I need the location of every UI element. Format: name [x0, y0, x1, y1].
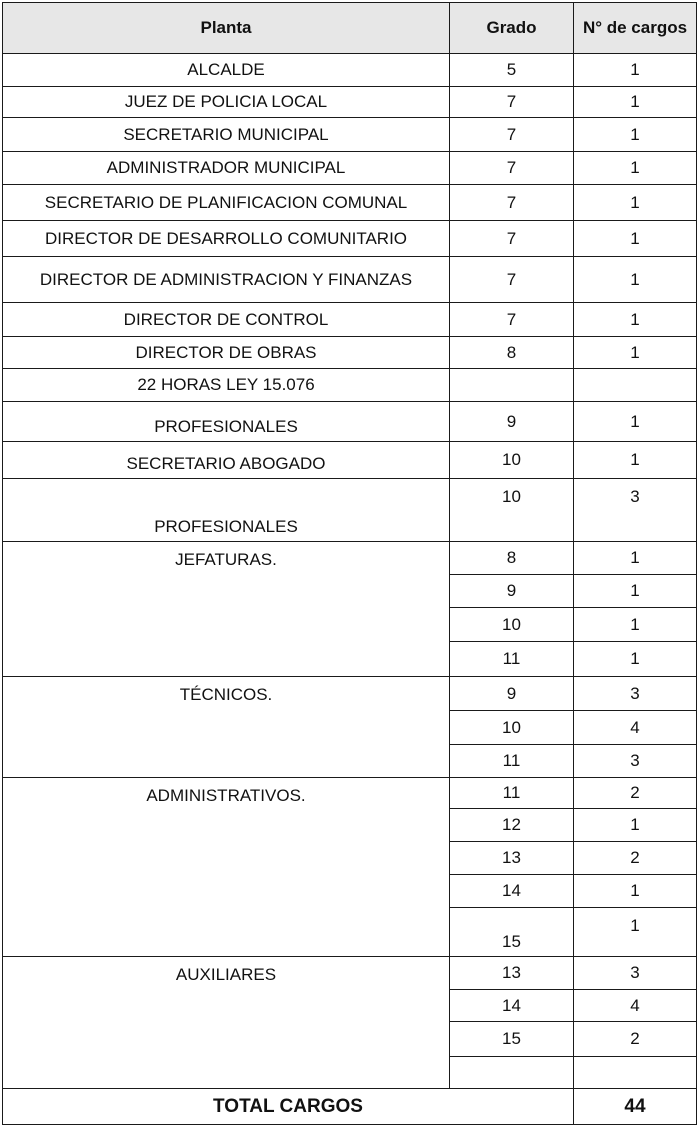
planta-cell [2, 86, 450, 118]
planta-cell-text: 22 HORAS LEY 15.076 [137, 375, 315, 394]
grado-cell-text: 10 [502, 717, 521, 737]
cargos-cell [573, 336, 697, 369]
planta-cell [2, 184, 450, 221]
planta-cell-text: SECRETARIO ABOGADO [126, 454, 326, 473]
cargos-cell-text: 1 [630, 614, 640, 634]
planta-cell-text: DIRECTOR DE ADMINISTRACION Y FINANZAS [39, 269, 413, 289]
total-label-text: TOTAL CARGOS [213, 1095, 363, 1117]
cargos-cell-text: 2 [630, 1029, 640, 1048]
grado-cell-text: 12 [502, 815, 521, 834]
grado-cell [449, 541, 574, 575]
planta-cell-text: DIRECTOR DE CONTROL [123, 309, 329, 329]
cargos-cell [573, 744, 697, 778]
planta-cell-text: JEFATURAS. [175, 550, 277, 569]
planta-cell-text: JUEZ DE POLICIA LOCAL [124, 92, 328, 111]
planta-cell-text: ADMINISTRADOR MUNICIPAL [106, 158, 346, 177]
cargos-cell-text: 3 [630, 963, 640, 982]
planta-cell-text: SECRETARIO MUNICIPAL [123, 124, 329, 144]
grado-cell-text: 11 [502, 751, 521, 770]
grado-cell [449, 574, 574, 608]
cargos-cell-text: 1 [630, 309, 640, 329]
grado-cell [449, 302, 574, 337]
cargos-cell [573, 86, 697, 118]
grado-cell [449, 478, 574, 542]
cargos-cell [573, 368, 697, 402]
planta-cell-text: ALCALDE [187, 60, 265, 79]
grado-cell-text: 8 [506, 548, 517, 567]
cargos-cell-text: 1 [630, 92, 640, 111]
planta-cell [2, 777, 450, 957]
total-value-text: 44 [624, 1095, 646, 1117]
grado-cell [449, 874, 574, 908]
planta-cell [2, 676, 450, 778]
grado-cell [449, 676, 574, 711]
cargos-cell [573, 401, 697, 442]
grado-cell-text: 11 [502, 783, 521, 802]
planta-cell [2, 956, 450, 1089]
grado-cell-text: 7 [506, 309, 517, 329]
header-planta-text: Planta [200, 18, 252, 37]
cargos-cell-text: 3 [630, 487, 640, 506]
cargos-cell-text: 1 [630, 450, 640, 469]
grado-cell-text: 10 [502, 450, 521, 469]
grado-cell-text: 10 [502, 614, 521, 634]
grado-cell [449, 710, 574, 745]
cargos-cell [573, 302, 697, 337]
planta-cell-text: TÉCNICOS. [179, 685, 273, 704]
grado-cell-text: 11 [502, 649, 521, 668]
cargos-cell-text: 2 [630, 783, 640, 802]
cargos-cell [573, 184, 697, 221]
grado-cell [449, 441, 574, 479]
grado-cell [449, 220, 574, 257]
cargos-cell-text: 4 [630, 717, 640, 737]
grado-cell [449, 989, 574, 1022]
cargos-cell [573, 808, 697, 842]
grado-cell [449, 256, 574, 303]
grado-cell-text: 9 [506, 683, 517, 703]
cargos-cell [573, 607, 697, 642]
cargos-cell [573, 53, 697, 87]
grado-cell [449, 368, 574, 402]
cargos-cell-text: 1 [630, 581, 640, 600]
header-n-cargos-text: N° de cargos [582, 18, 688, 37]
grado-cell-text: 15 [502, 932, 521, 951]
grado-cell-text: 14 [502, 881, 521, 900]
cargos-cell [573, 710, 697, 745]
cargos-cell [573, 541, 697, 575]
planta-cell [2, 151, 450, 185]
grado-cell [449, 907, 574, 957]
cargos-cell [573, 874, 697, 908]
planta-cell [2, 478, 450, 542]
planta-cell [2, 256, 450, 303]
header-n-cargos [573, 2, 697, 54]
grado-cell-text: 9 [506, 581, 517, 600]
grado-cell [449, 86, 574, 118]
cargos-cell [573, 441, 697, 479]
cargos-cell-text: 1 [630, 548, 640, 567]
grado-cell-text: 5 [506, 60, 517, 79]
grado-cell [449, 117, 574, 152]
grado-cell-text: 14 [502, 995, 521, 1015]
cargos-cell [573, 574, 697, 608]
cargos-cell-text: 1 [630, 192, 640, 212]
cargos-cell-text: 1 [630, 269, 640, 289]
planta-cell-text: AUXILIARES [175, 965, 277, 984]
grado-cell [449, 151, 574, 185]
planta-cell-text: DIRECTOR DE OBRAS [135, 342, 317, 362]
cargos-cell [573, 1021, 697, 1057]
cargos-cell-text: 1 [630, 649, 640, 668]
cargos-cell [573, 841, 697, 875]
grado-cell-text: 7 [506, 158, 517, 177]
grado-cell [449, 808, 574, 842]
planta-cell [2, 336, 450, 369]
planta-cell [2, 401, 450, 442]
cargos-cell-text: 2 [630, 848, 640, 867]
planta-cell-text: PROFESIONALES [154, 417, 298, 436]
grado-cell-text: 15 [502, 1029, 521, 1048]
grado-cell [449, 336, 574, 369]
planta-cell-text: PROFESIONALES [154, 517, 298, 536]
planta-cell [2, 302, 450, 337]
grado-cell [449, 1021, 574, 1057]
grado-cell-text: 13 [502, 963, 521, 982]
total-label [2, 1088, 574, 1125]
cargos-cell [573, 220, 697, 257]
grado-cell [449, 841, 574, 875]
grado-cell-text: 8 [506, 342, 517, 362]
cargos-cell-text: 1 [630, 60, 640, 79]
planta-cell [2, 368, 450, 402]
cargos-cell-text: 4 [630, 995, 640, 1015]
grado-cell-text: 13 [502, 848, 521, 867]
header-planta [2, 2, 450, 54]
grado-cell-text: 10 [502, 487, 521, 506]
grado-cell-text: 9 [506, 411, 517, 431]
cargos-cell-text: 1 [630, 411, 640, 431]
cargos-cell [573, 989, 697, 1022]
grado-cell-text: 7 [506, 192, 517, 212]
cargos-cell-text: 3 [630, 683, 640, 703]
cargos-cell [573, 676, 697, 711]
cargos-cell [573, 1056, 697, 1089]
grado-cell [449, 184, 574, 221]
grado-cell-text: 7 [506, 92, 517, 111]
planta-cell [2, 117, 450, 152]
planta-cell [2, 541, 450, 677]
grado-cell [449, 777, 574, 809]
header-grado-text: Grado [486, 18, 537, 37]
grado-cell-text: 7 [506, 228, 517, 248]
cargos-cell [573, 256, 697, 303]
header-grado [449, 2, 574, 54]
planta-cell-text: DIRECTOR DE DESARROLLO COMUNITARIO [44, 228, 408, 248]
cargos-cell [573, 907, 697, 957]
grado-cell-text: 7 [506, 269, 517, 289]
grado-cell [449, 744, 574, 778]
cargos-cell-text: 1 [630, 342, 640, 362]
cargos-cell-text: 1 [630, 228, 640, 248]
cargos-cell [573, 478, 697, 542]
cargos-cell-text: 1 [630, 881, 640, 900]
grado-cell [449, 641, 574, 677]
planta-cell-text: SECRETARIO DE PLANIFICACION COMUNAL [44, 192, 408, 212]
planta-cell [2, 53, 450, 87]
cargos-cell-text: 1 [630, 916, 640, 935]
cargos-cell-text: 1 [630, 815, 640, 834]
cargos-cell-text: 3 [630, 751, 640, 770]
cargos-cell-text: 1 [630, 124, 640, 144]
planta-cell [2, 441, 450, 479]
planta-cell-text: ADMINISTRATIVOS. [146, 786, 306, 805]
cargos-cell [573, 641, 697, 677]
grado-cell [449, 607, 574, 642]
grado-cell [449, 1056, 574, 1089]
cargos-cell [573, 777, 697, 809]
grado-cell [449, 401, 574, 442]
cargos-cell-text: 1 [630, 158, 640, 177]
cargos-cell [573, 117, 697, 152]
cargos-cell [573, 956, 697, 990]
cargos-cell [573, 151, 697, 185]
planta-cell [2, 220, 450, 257]
total-value [573, 1088, 697, 1125]
grado-cell [449, 53, 574, 87]
grado-cell [449, 956, 574, 990]
grado-cell-text: 7 [506, 124, 517, 144]
